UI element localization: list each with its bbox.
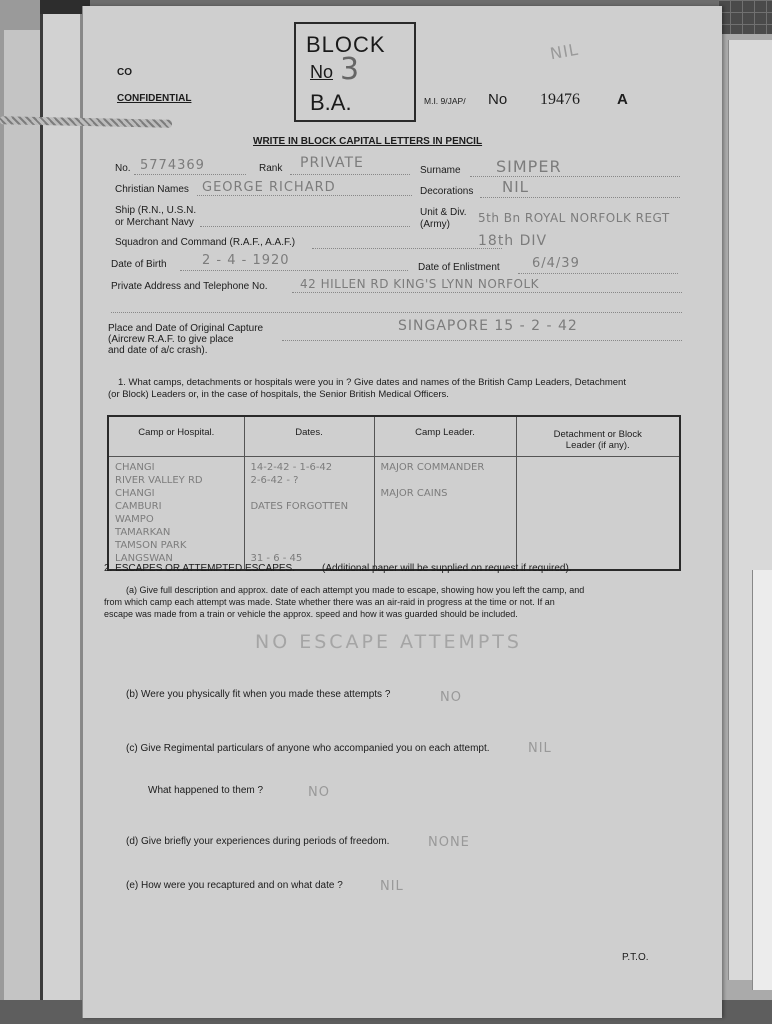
christian-names-label: Christian Names [115,184,189,195]
capture-label-2: (Aircrew R.A.F. to give place [108,334,234,345]
file-binder [40,0,82,1000]
table-row [108,456,680,570]
question-1-line-2: (or Block) Leaders or, in the case of hospitals, the Senior British Medical Officers. [108,389,449,400]
christian-names-value: GEORGE RICHARD [202,180,336,195]
question-2c: (c) Give Regimental particulars of anyone who accompanied you on each attempt. [126,743,490,754]
detachment-list [517,457,680,465]
question-2b-answer: NO [440,690,462,705]
stamp-no-label: No [310,62,334,82]
header-camp: Camp or Hospital. [108,416,244,456]
enlistment-value: 6/4/39 [532,256,580,271]
question-2-note: (Additional paper will be supplied on request if required). [322,563,572,574]
rank-value: PRIVATE [300,155,364,171]
surname-value: SIMPER [496,157,562,176]
serial-suffix: A [617,91,628,108]
question-2a-line-1: (a) Give full description and approx. date of each attempt you made to escape, showing how you left the camp, and [126,585,585,595]
question-2d-answer: NONE [428,835,470,850]
confidential-label: CONFIDENTIAL [117,93,192,104]
question-2d: (d) Give briefly your experiences during periods of freedom. [126,836,390,847]
question-2a-line-3: escape was made from a train or vehicle the approx. speed and how it was guarded should be included. [104,609,518,619]
question-2b: (b) Were you physically fit when you made these attempts ? [126,689,391,700]
decorations-value: NIL [502,178,530,196]
rank-label: Rank [259,163,283,174]
decorations-label: Decorations [420,186,474,197]
header-camp-leader: Camp Leader. [374,416,516,456]
capture-label-3: and date of a/c crash). [108,345,208,356]
ship-label-1: Ship (R.N., U.S.N. [115,205,197,216]
number-label: No [488,91,508,108]
dates-list: 14-2-42 - 1-6-42 2-6-42 - ? DATES FORGOTTEN 31 - 6 - 45 [250,461,349,564]
question-2c-answer: NIL [528,741,552,756]
question-2a-line-2: from which camp each attempt was made. State whether there was an air-raid in progress at the time or not. If an [104,597,555,607]
dob-value: 2 - 4 - 1920 [202,253,290,268]
partial-heading: CO [117,67,132,78]
question-2e: (e) How were you recaptured and on what date ? [126,880,343,891]
header-detachment: Detachment or Block Leader (if any). [516,416,680,456]
stamp-no-value: 3 [340,52,360,87]
surname-label: Surname [420,165,461,176]
enlistment-label: Date of Enlistment [418,262,500,273]
ship-label-2: or Merchant Navy [115,217,194,228]
unit-label-1: Unit & Div. [420,207,467,218]
question-2e-answer: NIL [380,879,404,894]
form-reference: M.I. 9/JAP/ [424,96,466,106]
question-2-heading: 2. ESCAPES OR ATTEMPTED ESCAPES. [104,563,295,574]
leader-list: MAJOR COMMANDER MAJOR CAINS [380,461,485,499]
escape-answer: NO ESCAPE ATTEMPTS [255,631,522,653]
camps-list: CHANGI RIVER VALLEY RD CHANGI CAMBURI WAMPO TAMARKAN TAMSON PARK LANGSWAN [115,461,203,564]
unit-label-2: (Army) [420,219,450,230]
right-sheet-edge-2 [752,570,772,990]
unit-value: 5th Bn ROYAL NORFOLK REGT [478,211,670,225]
stamp-ba-text: B.A. [310,90,352,115]
serial-number: 19476 [540,91,580,108]
address-value: 42 HILLEN RD KING'S LYNN NORFOLK [300,277,540,291]
stamp-block-text: BLOCK [306,32,386,57]
pencil-nil-note: NIL [548,39,581,64]
header-dates: Dates. [244,416,374,456]
camps-table-header [108,416,680,456]
block-stamp [294,22,416,122]
grid-mat [718,0,772,34]
capture-label-1: Place and Date of Original Capture [108,323,264,334]
capture-value: SINGAPORE 15 - 2 - 42 [398,318,578,334]
question-2c-followup: What happened to them ? [148,785,264,796]
pto-label: P.T.O. [622,952,649,963]
squadron-label: Squadron and Command (R.A.F., A.A.F.) [115,237,296,248]
question-1-line-1: 1. What camps, detachments or hospitals were you in ? Give dates and names of the British Camp Leaders, Detachment [118,377,626,388]
pencil-instruction: WRITE IN BLOCK CAPITAL LETTERS IN PENCIL [253,136,483,147]
question-2c-followup-answer: NO [308,785,330,800]
left-page-edge [4,30,42,1000]
dob-label: Date of Birth [111,259,167,270]
address-label: Private Address and Telephone No. [111,281,268,292]
division-value: 18th DIV [478,233,548,249]
service-no-value: 5774369 [140,158,205,173]
camps-table [107,415,681,571]
service-no-label: No. [115,163,131,174]
